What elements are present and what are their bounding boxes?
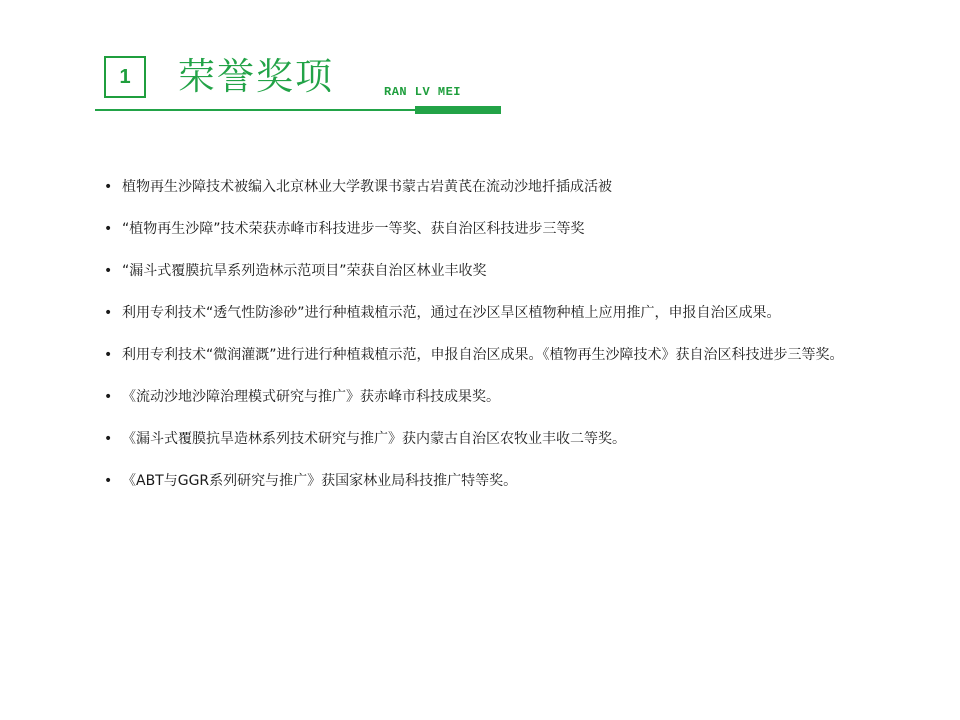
- award-text: 利用专利技术“微润灌溉”进行进行种植栽植示范，申报自治区成果。《植物再生沙障技术》获自治区科技进步三等奖。: [122, 347, 844, 363]
- award-item: [104, 208, 844, 250]
- award-text: “漏斗式覆膜抗旱系列造林示范项目”荣获自治区林业丰收奖: [122, 263, 487, 279]
- header-divider-accent: [415, 106, 501, 114]
- page-title: 荣誉奖项: [178, 55, 334, 98]
- award-item: [104, 460, 844, 502]
- header-divider: [95, 109, 415, 111]
- bullet-icon: •: [104, 221, 113, 237]
- award-item: [104, 166, 844, 208]
- award-text: 《流动沙地沙障治理模式研究与推广》获赤峰市科技成果奖。: [122, 389, 500, 405]
- bullet-icon: •: [104, 179, 113, 195]
- award-text: “植物再生沙障”技术荣获赤峰市科技进步一等奖、获自治区科技进步三等奖: [122, 221, 585, 237]
- award-item: [104, 334, 844, 376]
- award-item: [104, 376, 844, 418]
- award-text: 利用专利技术“透气性防渗砂”进行种植栽植示范，通过在沙区旱区植物种植上应用推广，申报自治区成果。: [122, 305, 781, 321]
- bullet-icon: •: [104, 347, 113, 363]
- section-number: 1: [119, 66, 131, 88]
- bullet-icon: •: [104, 431, 113, 447]
- page-subtitle: RAN LV MEI: [384, 85, 462, 99]
- award-text: 《漏斗式覆膜抗旱造林系列技术研究与推广》获内蒙古自治区农牧业丰收二等奖。: [122, 431, 626, 447]
- award-text: 《ABT与GGR系列研究与推广》获国家林业局科技推广特等奖。: [122, 473, 518, 489]
- awards-list: [104, 166, 844, 502]
- award-text: 植物再生沙障技术被编入北京林业大学教课书蒙古岩黄芪在流动沙地扦插成活被: [122, 179, 612, 195]
- award-item: [104, 250, 844, 292]
- bullet-icon: •: [104, 389, 113, 405]
- section-number-box: [104, 56, 146, 98]
- bullet-icon: •: [104, 305, 113, 321]
- award-item: [104, 418, 844, 460]
- bullet-icon: •: [104, 473, 113, 489]
- award-item: [104, 292, 844, 334]
- bullet-icon: •: [104, 263, 113, 279]
